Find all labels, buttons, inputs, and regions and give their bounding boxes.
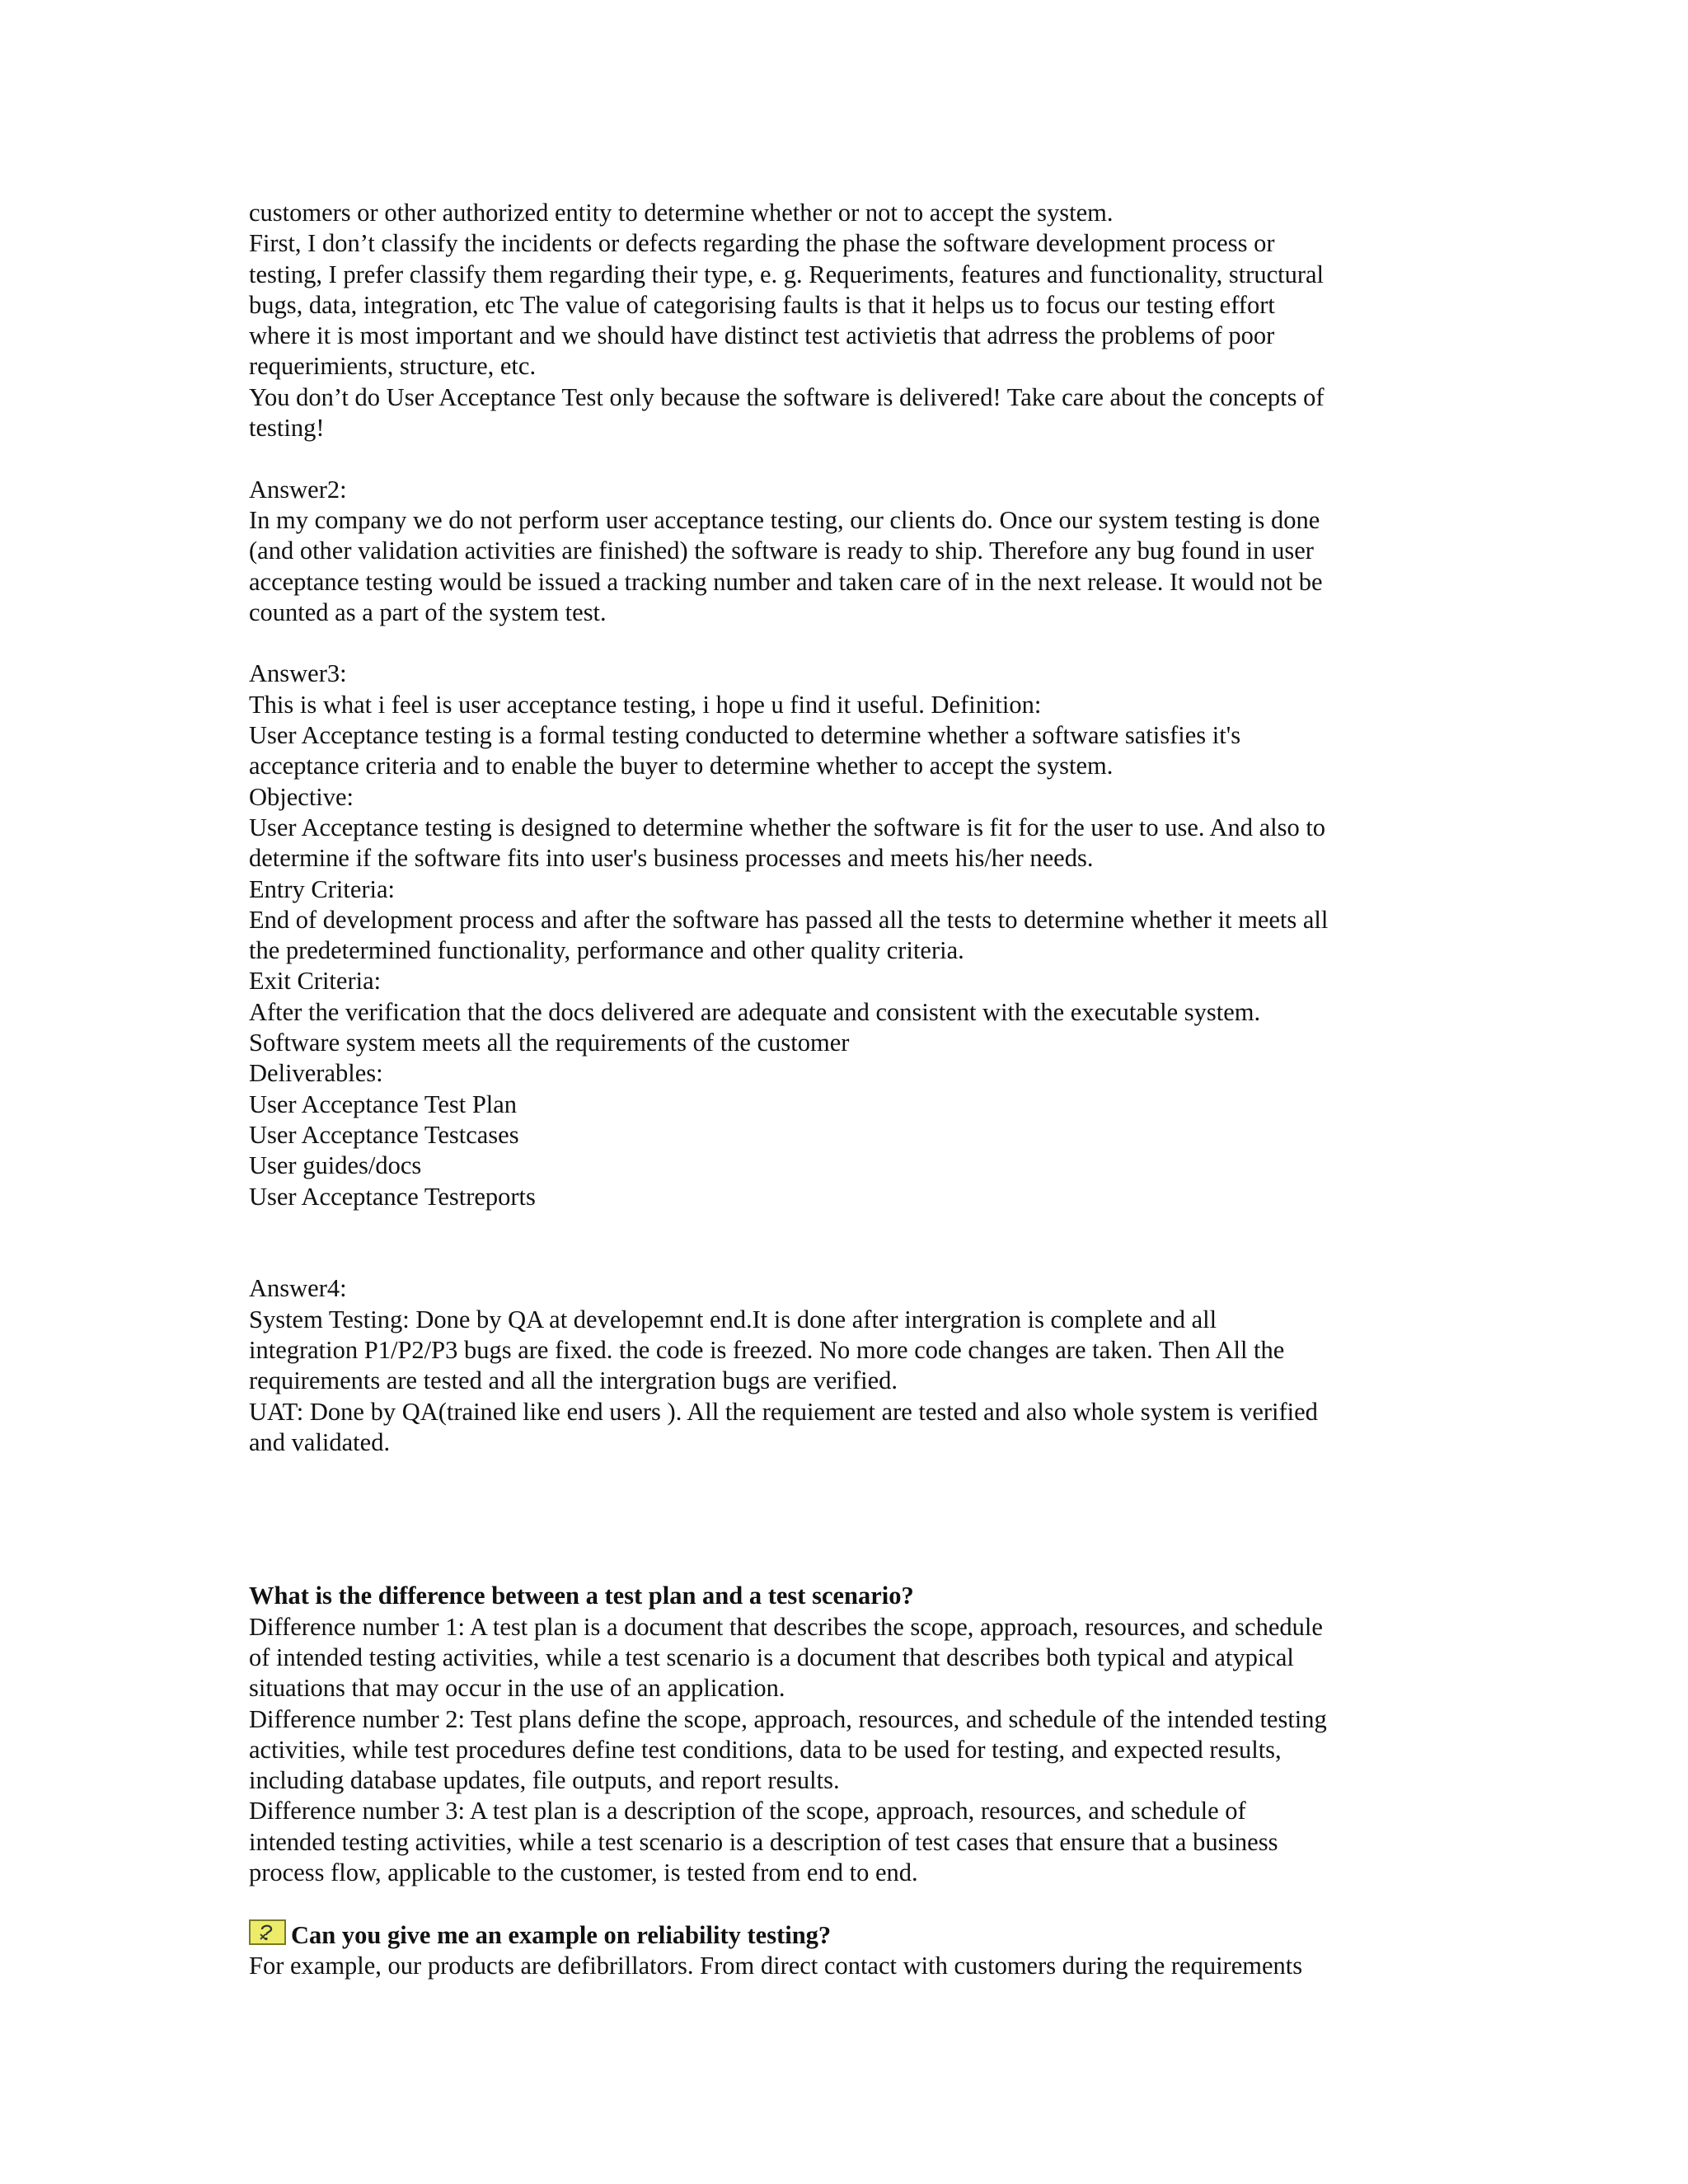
text-line: activities, while test procedures define test conditions, data to be used for testing, and expected results, — [249, 1735, 1282, 1764]
text-line: This is what i feel is user acceptance testing, i hope u find it useful. Definition: — [249, 690, 1042, 719]
question-link-icon[interactable] — [249, 1919, 286, 1945]
text-line: situations that may occur in the use of an application. — [249, 1674, 785, 1703]
text-line: (and other validation activities are finished) the software is ready to ship. Therefore any bug found in user — [249, 537, 1314, 565]
text-line: Software system meets all the requirements of the customer — [249, 1029, 850, 1057]
text-line: testing, I prefer classify them regarding their type, e. g. Requeriments, features and functionality, structural — [249, 260, 1324, 288]
answer-label: Answer3: — [249, 659, 347, 688]
text-line: User Acceptance Test Plan — [249, 1090, 518, 1118]
spacer — [249, 1488, 1469, 1519]
text-line: intended testing activities, while a test scenario is a description of test cases that ensure that a business — [249, 1827, 1278, 1856]
text-line: counted as a part of the system test. — [249, 598, 607, 626]
text-line: For example, our products are defibrillators. From direct contact with customers during the requirements — [249, 1951, 1303, 1980]
text-line: determine if the software fits into user's business processes and meets his/her needs. — [249, 844, 1094, 873]
text-line: customers or other authorized entity to determine whether or not to accept the system. — [249, 199, 1114, 227]
spacer — [249, 1520, 1469, 1550]
text-line: bugs, data, integration, etc The value of categorising faults is that it helps us to focus our testing effort — [249, 290, 1275, 319]
text-line: testing! — [249, 414, 325, 443]
spacer — [249, 443, 1469, 474]
text-line: process flow, applicable to the customer, is tested from end to end. — [249, 1858, 918, 1887]
text-line: Difference number 3: A test plan is a description of the scope, approach, resources, and schedule of — [249, 1797, 1246, 1825]
answer-label: Answer2: — [249, 475, 347, 504]
spacer — [249, 1888, 1469, 1919]
text-line: of intended testing activities, while a test scenario is a document that describes both typical and atypical — [249, 1643, 1294, 1671]
text-line: UAT: Done by QA(trained like end users ). All the requiement are tested and also whole system is verified — [249, 1397, 1318, 1426]
spacer — [249, 1212, 1469, 1243]
section-heading: What is the difference between a test plan and a test scenario? — [249, 1582, 914, 1610]
text-line: User Acceptance testing is designed to determine whether the software is fit for the user to use. And also to — [249, 813, 1326, 841]
text-line: Entry Criteria: — [249, 874, 396, 903]
answer4-block — [249, 1273, 1469, 1458]
text-line: acceptance testing would be issued a tracking number and taken care of in the next release. It would not be — [249, 567, 1323, 596]
text-line: You don’t do User Acceptance Test only because the software is delivered! Take care about the concepts of — [249, 382, 1325, 411]
answer-label: Answer4: — [249, 1274, 347, 1303]
text-line: User Acceptance Testcases — [249, 1120, 519, 1149]
text-line: Difference number 1: A test plan is a document that describes the scope, approach, resources, and schedule — [249, 1612, 1323, 1641]
text-line: where it is most important and we should have distinct test activietis that adrress the problems of poor — [249, 321, 1275, 350]
text-line: Deliverables: — [249, 1059, 383, 1088]
spacer — [249, 1243, 1469, 1273]
text-line: requirements are tested and all the intergration bugs are verified. — [249, 1366, 898, 1395]
text-line: integration P1/P2/P3 bugs are fixed. the code is freezed. No more code changes are taken. Then All the — [249, 1335, 1285, 1364]
text-line: Objective: — [249, 782, 354, 811]
text-line: In my company we do not perform user acceptance testing, our clients do. Once our system testing is done — [249, 505, 1320, 534]
intro-paragraph — [249, 198, 1469, 443]
answer3-block — [249, 658, 1469, 1212]
spacer — [249, 1550, 1469, 1581]
text-line: and validated. — [249, 1427, 391, 1456]
text-line: acceptance criteria and to enable the buyer to determine whether to accept the system. — [249, 752, 1114, 780]
text-line: the predetermined functionality, performance and other quality criteria. — [249, 936, 964, 965]
reliability-testing-section — [249, 1919, 1469, 1982]
text-line: User guides/docs — [249, 1151, 422, 1180]
document-page — [249, 198, 1469, 1981]
text-line: User Acceptance Testreports — [249, 1182, 536, 1211]
text-line: requerimients, structure, etc. — [249, 352, 537, 381]
spacer — [249, 628, 1469, 658]
section-heading: Can you give me an example on reliability testing? — [291, 1920, 832, 1949]
text-line: User Acceptance testing is a formal testing conducted to determine whether a software satisfies it's — [249, 721, 1241, 750]
text-line: Exit Criteria: — [249, 967, 382, 996]
spacer — [249, 1458, 1469, 1488]
text-line: First, I don’t classify the incidents or defects regarding the phase the software development process or — [249, 229, 1275, 258]
section-heading-row — [249, 1919, 1469, 1951]
test-plan-vs-scenario-section — [249, 1581, 1469, 1888]
text-line: End of development process and after the software has passed all the tests to determine whether it meets all — [249, 905, 1329, 934]
answer2-block — [249, 475, 1469, 628]
text-line: After the verification that the docs delivered are adequate and consistent with the executable system. — [249, 997, 1261, 1026]
text-line: System Testing: Done by QA at developemnt end.It is done after intergration is complete and all — [249, 1305, 1217, 1333]
text-line: including database updates, file outputs, and report results. — [249, 1766, 840, 1795]
text-line: Difference number 2: Test plans define the scope, approach, resources, and schedule of the intended testing — [249, 1704, 1327, 1733]
